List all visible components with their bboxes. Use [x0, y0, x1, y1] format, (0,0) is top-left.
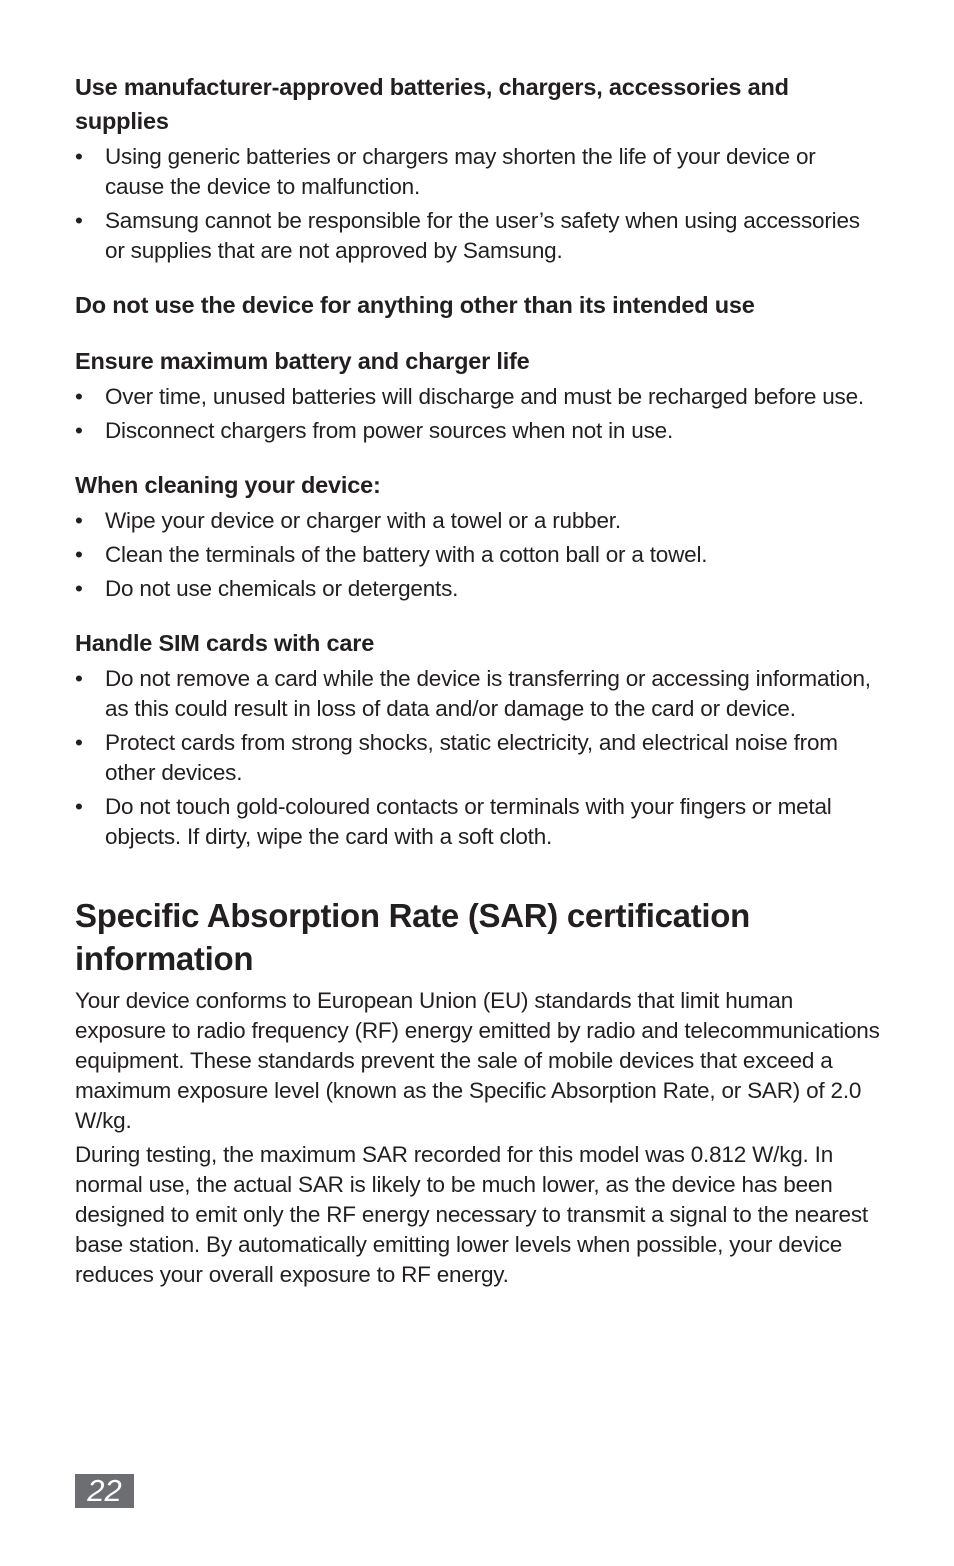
sar-paragraph: During testing, the maximum SAR recorded for this model was 0.812 W/kg. In normal use, the actual SAR is likely to be much lower, as the device has been designed to emit only the RF energy necessary to transmit a signal to the nearest base station. By automatically emitting lower levels when possible, your device reduces your overall exposure to RF energy. [75, 1142, 868, 1287]
sar-paragraph: Your device conforms to European Union (EU) standards that limit human exposure to radio frequency (RF) energy emitted by radio and telecommunications equipment. These standards prevent the sale of mobile devices that exceed a maximum exposure level (known as the Specific Absorption Rate, or SAR) of 2.0 W/kg. [75, 988, 880, 1133]
bullet-symbol: • [75, 508, 83, 533]
list-item [75, 506, 880, 536]
list-item [75, 382, 880, 412]
list-item-text: Do not remove a card while the device is transferring or accessing information, as this could result in loss of data and/or damage to the card or device. [105, 666, 871, 721]
bullet-symbol: • [75, 418, 83, 443]
section-batteries [75, 70, 880, 266]
section-intended-use [75, 288, 880, 322]
bullet-list [75, 142, 880, 266]
list-item-text: Wipe your device or charger with a towel or a rubber. [105, 508, 621, 533]
bullet-list [75, 506, 880, 604]
bullet-symbol: • [75, 666, 83, 691]
list-item-text: Disconnect chargers from power sources when not in use. [105, 418, 674, 443]
list-item-text: Clean the terminals of the battery with a cotton ball or a towel. [105, 542, 708, 567]
list-item-text: Samsung cannot be responsible for the user’s safety when using accessories or supplies that are not approved by Samsung. [105, 208, 860, 263]
bullet-list [75, 664, 880, 852]
bullet-list [75, 382, 880, 446]
list-item-text: Do not use chemicals or detergents. [105, 576, 459, 601]
bullet-symbol: • [75, 208, 83, 233]
list-item [75, 574, 880, 604]
list-item [75, 792, 880, 852]
list-item-text: Over time, unused batteries will discharge and must be recharged before use. [105, 384, 864, 409]
section-heading: Do not use the device for anything other than its intended use [75, 292, 755, 318]
bullet-symbol: • [75, 384, 83, 409]
bullet-symbol: • [75, 576, 83, 601]
list-item [75, 206, 880, 266]
list-item [75, 664, 880, 724]
section-heading: When cleaning your device: [75, 472, 381, 498]
sar-title: Specific Absorption Rate (SAR) certification information [75, 897, 750, 977]
section-heading: Use manufacturer-approved batteries, chargers, accessories and supplies [75, 74, 789, 134]
bullet-symbol: • [75, 144, 83, 169]
list-item-text: Do not touch gold-coloured contacts or terminals with your fingers or metal objects. If dirty, wipe the card with a soft cloth. [105, 794, 832, 849]
document-page [75, 70, 880, 1294]
bullet-symbol: • [75, 794, 83, 819]
list-item-text: Protect cards from strong shocks, static electricity, and electrical noise from other devices. [105, 730, 838, 785]
list-item [75, 540, 880, 570]
section-sim-cards [75, 626, 880, 852]
bullet-symbol: • [75, 730, 83, 755]
list-item [75, 142, 880, 202]
list-item-text: Using generic batteries or chargers may shorten the life of your device or cause the device to malfunction. [105, 144, 816, 199]
section-heading: Ensure maximum battery and charger life [75, 348, 530, 374]
section-heading: Handle SIM cards with care [75, 630, 375, 656]
list-item [75, 416, 880, 446]
list-item [75, 728, 880, 788]
section-cleaning [75, 468, 880, 604]
page-number: 22 [75, 1474, 134, 1508]
bullet-symbol: • [75, 542, 83, 567]
section-battery-life [75, 344, 880, 446]
